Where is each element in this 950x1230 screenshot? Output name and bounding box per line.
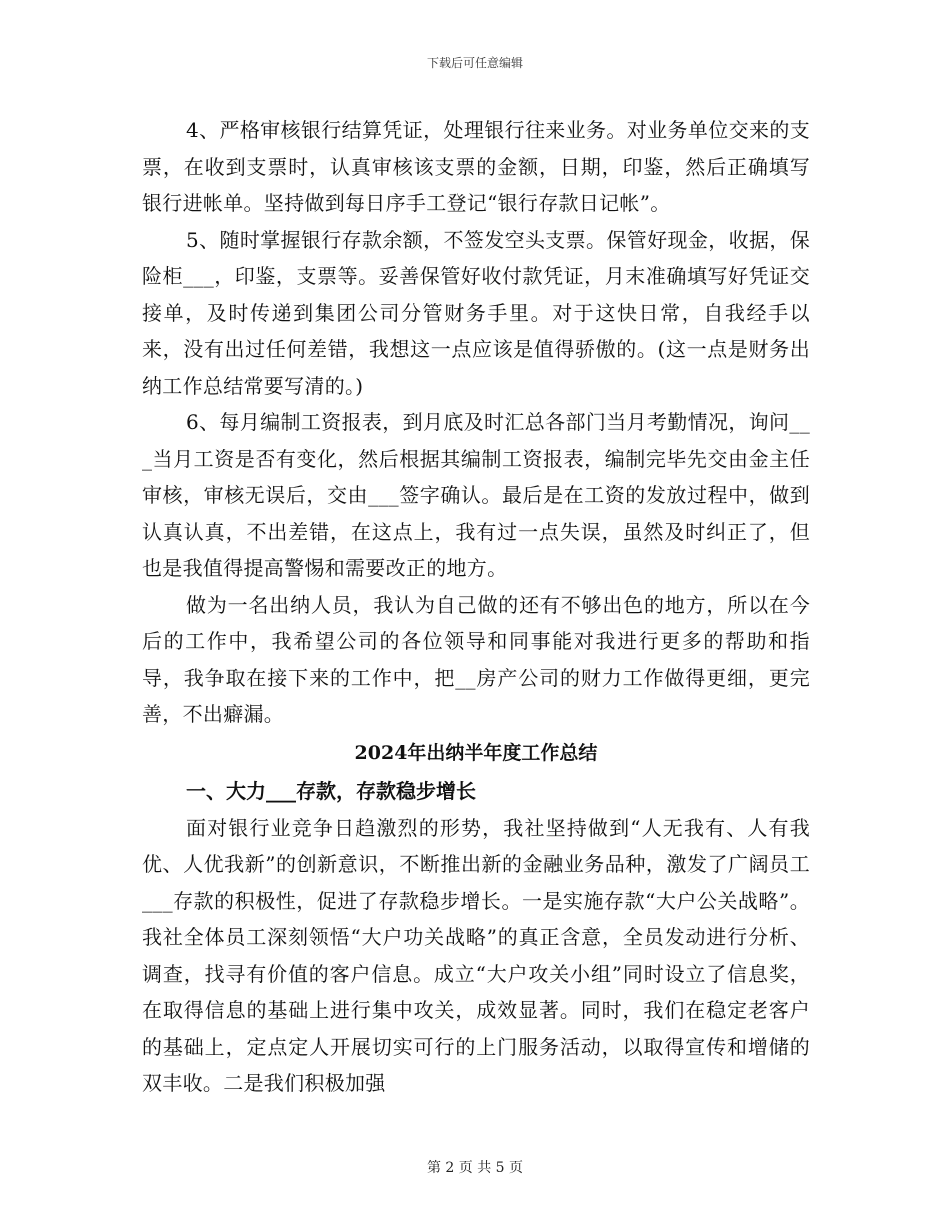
document-title: 2024年出纳半年度工作总结 [354,741,598,764]
paragraph-item-4: 4、严格审核银行结算凭证，处理银行往来业务。对业务单位交来的支票，在收到支票时，认真审核该支票的金额，日期，印鉴，然后正确填写银行进帐单。坚持做到每日序手工登记“银行存款日记帐”。 [142,118,810,215]
document-body [142,112,810,1102]
page-footer: 第 2 页 共 5 页 [426,1160,524,1176]
paragraph-item-6: 6、每月编制工资报表，到月底及时汇总各部门当月考勤情况，询问___当月工资是否有变化，然后根据其编制工资报表，编制完毕先交由金主任审核，审核无误后，交由___签字确认。最后是在工资的发放过程中，做到认真认真，不出差错，在这点上，我有过一点失误，虽然及时纠正了，但也是我值得提高警惕和需要改正的地方。 [142,410,810,580]
paragraph-conclusion: 做为一名出纳人员，我认为自己做的还有不够出色的地方，所以在今后的工作中，我希望公司的各位领导和同事能对我进行更多的帮助和指导，我争取在接下来的工作中，把__房产公司的财力工作做得更细，更完善，不出癖漏。 [142,592,810,726]
paragraph-item-5: 5、随时掌握银行存款余额，不签发空头支票。保管好现金，收据，保险柜___，印鉴，支票等。妥善保管好收付款凭证，月末准确填写好凭证交接单，及时传递到集团公司分管财务手里。对于这快日常，自我经手以来，没有出过任何差错，我想这一点应该是值得骄傲的。(这一点是财务出纳工作总结常要写清的。) [142,227,810,398]
section-heading: 一、大力___存款，存款稳步增长 [186,778,476,803]
paragraph-deposits: 面对银行业竞争日趋激烈的形势，我社坚持做到“人无我有、人有我优、人优我新”的创新意识，不断推出新的金融业务品种，激发了广阔员工___存款的积极性，促进了存款稳步增长。一是实施存款“大户公关战略”。我社全体员工深刻领悟“大户功关战略”的真正含意，全员发动进行分析、调查，找寻有价值的客户信息。成立“大户攻关小组”同时设立了信息奖，在取得信息的基础上进行集中攻关，成效显著。同时，我们在稳定老客户的基础上，定点定人开展切实可行的上门服务活动，以取得宣传和增储的双丰收。二是我们积极加强 [142,815,810,1095]
page-header: 下载后可任意编辑 [426,56,523,70]
